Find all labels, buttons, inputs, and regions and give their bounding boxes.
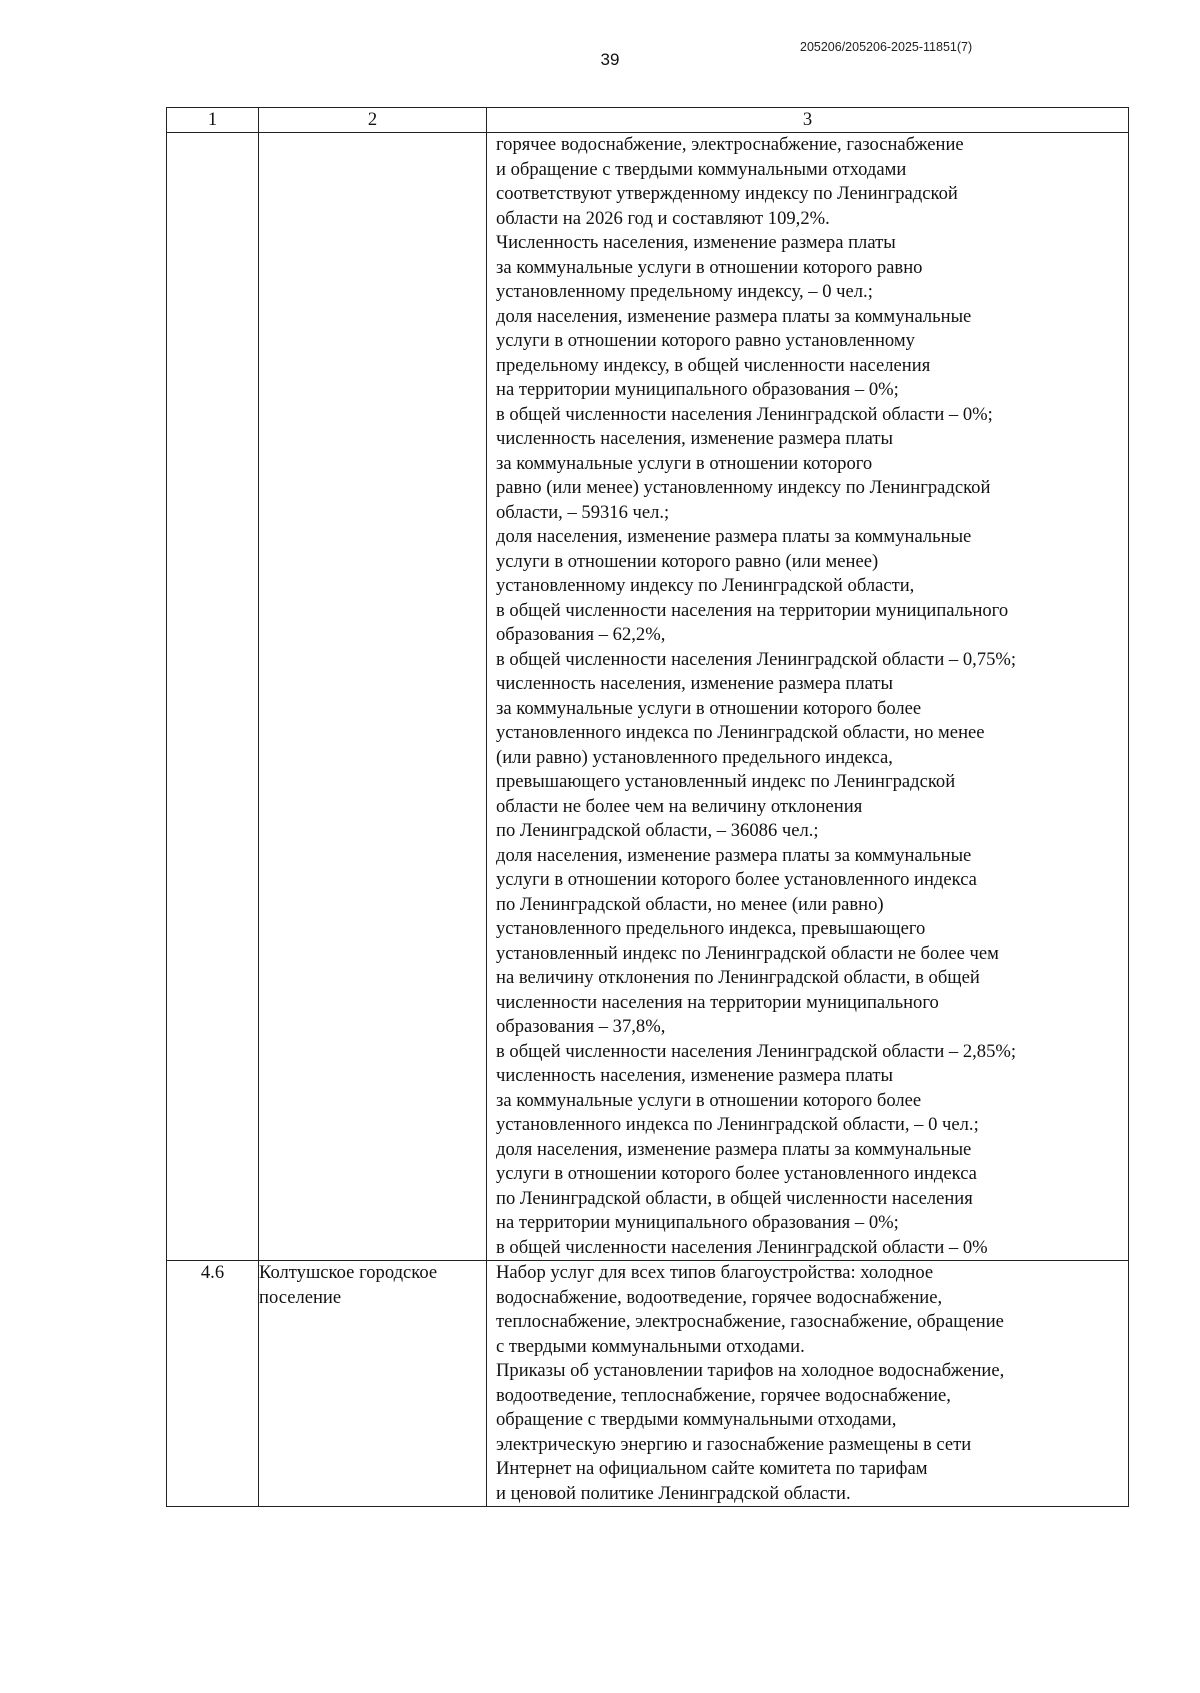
table-row: [167, 133, 1129, 1261]
description-line: доля населения, изменение размера платы за коммунальные: [496, 844, 972, 866]
description-line: установленному индексу по Ленинградской области,: [496, 575, 915, 596]
description-line: и обращение с твердыми коммунальными отходами: [496, 158, 907, 180]
description-line: Набор услуг для всех типов благоустройства: холодное: [496, 1262, 934, 1283]
description-line: по Ленинградской области, – 36086 чел.;: [496, 820, 819, 841]
description-line: горячее водоснабжение, электроснабжение, газоснабжение: [496, 134, 964, 155]
description-line: услуги в отношении которого равно установленному: [496, 330, 915, 351]
description-line: по Ленинградской области, но менее (или равно): [496, 893, 884, 915]
description-cell: [487, 1261, 1129, 1507]
description-line: установленному предельному индексу, – 0 чел.;: [496, 281, 873, 302]
description-line: с твердыми коммунальными отходами.: [496, 1335, 805, 1357]
description-line: на территории муниципального образования – 0%;: [496, 1212, 899, 1233]
description-line: (или равно) установленного предельного индекса,: [496, 746, 893, 768]
description-line: по Ленинградской области, в общей численности населения: [496, 1187, 973, 1209]
description-line: равно (или менее) установленному индексу по Ленинградской: [496, 477, 991, 498]
description-line: Интернет на официальном сайте комитета по тарифам: [496, 1458, 928, 1479]
description-line: доля населения, изменение размера платы за коммунальные: [496, 526, 972, 547]
description-line: доля населения, изменение размера платы за коммунальные: [496, 305, 972, 327]
table-row: [167, 1261, 1129, 1507]
row-number-cell: [167, 133, 259, 1261]
description-line: образования – 62,2%,: [496, 624, 666, 645]
description-line: в общей численности населения Ленинградской области – 0%: [496, 1236, 988, 1258]
column-header-2: 2: [259, 108, 487, 133]
description-line: доля населения, изменение размера платы за коммунальные: [496, 1138, 972, 1160]
page-number: 39: [600, 50, 620, 69]
settlement-name-cell: [259, 133, 487, 1261]
description-line: численность населения, изменение размера платы: [496, 673, 893, 694]
description-line: за коммунальные услуги в отношении которого равно: [496, 256, 923, 278]
description-line: образования – 37,8%,: [496, 1016, 666, 1037]
description-line: в общей численности населения Ленинградской области – 2,85%;: [496, 1040, 1017, 1062]
description-line: соответствуют утвержденному индексу по Ленинградской: [496, 183, 958, 204]
description-line: численность населения, изменение размера платы: [496, 428, 893, 449]
description-line: за коммунальные услуги в отношении которого более: [496, 1089, 922, 1111]
description-line: на территории муниципального образования – 0%;: [496, 379, 899, 400]
description-line: водоснабжение, водоотведение, горячее водоснабжение,: [496, 1286, 943, 1308]
description-line: установленного индекса по Ленинградской области, – 0 чел.;: [496, 1114, 979, 1135]
description-line: электрическую энергию и газоснабжение размещены в сети: [496, 1433, 972, 1455]
description-line: Приказы об установлении тарифов на холодное водоснабжение,: [496, 1360, 1005, 1381]
description-line: за коммунальные услуги в отношении которого более: [496, 697, 922, 719]
description-line: предельному индексу, в общей численности населения: [496, 354, 931, 376]
column-header-3: 3: [487, 108, 1129, 133]
description-line: теплоснабжение, электроснабжение, газоснабжение, обращение: [496, 1311, 1004, 1332]
document-id: 205206/205206-2025-11851(7): [800, 40, 973, 54]
description-line: установленный индекс по Ленинградской области не более чем: [496, 942, 999, 964]
description-cell: [487, 133, 1129, 1261]
description-line: в общей численности населения на территории муниципального: [496, 599, 1009, 621]
description-line: в общей численности населения Ленинградской области – 0,75%;: [496, 648, 1017, 670]
description-line: услуги в отношении которого более установленного индекса: [496, 1163, 977, 1184]
row-number-cell: 4.6: [167, 1261, 259, 1507]
description-line: и ценовой политике Ленинградской области.: [496, 1482, 851, 1504]
description-line: обращение с твердыми коммунальными отходами,: [496, 1409, 897, 1430]
description-line: области, – 59316 чел.;: [496, 501, 670, 523]
description-line: превышающего установленный индекс по Ленинградской: [496, 771, 956, 792]
description-line: в общей численности населения Ленинградской области – 0%;: [496, 403, 993, 425]
description-line: водоотведение, теплоснабжение, горячее водоснабжение,: [496, 1384, 951, 1406]
description-line: за коммунальные услуги в отношении которого: [496, 452, 873, 474]
description-line: области на 2026 год и составляют 109,2%.: [496, 207, 830, 229]
description-line: услуги в отношении которого более установленного индекса: [496, 869, 977, 890]
description-line: услуги в отношении которого равно (или менее): [496, 550, 879, 572]
description-line: области не более чем на величину отклонения: [496, 795, 863, 817]
description-line: численность населения, изменение размера платы: [496, 1065, 893, 1086]
data-table: [166, 107, 1129, 1507]
description-line: установленного предельного индекса, превышающего: [496, 918, 926, 939]
settlement-name-cell: Колтушское городское поселение: [259, 1261, 487, 1507]
header-row: [167, 108, 1129, 133]
description-line: численности населения на территории муниципального: [496, 991, 939, 1013]
description-line: Численность населения, изменение размера платы: [496, 232, 896, 253]
description-line: установленного индекса по Ленинградской области, но менее: [496, 722, 985, 743]
column-header-1: 1: [167, 108, 259, 133]
description-line: на величину отклонения по Ленинградской области, в общей: [496, 967, 980, 988]
